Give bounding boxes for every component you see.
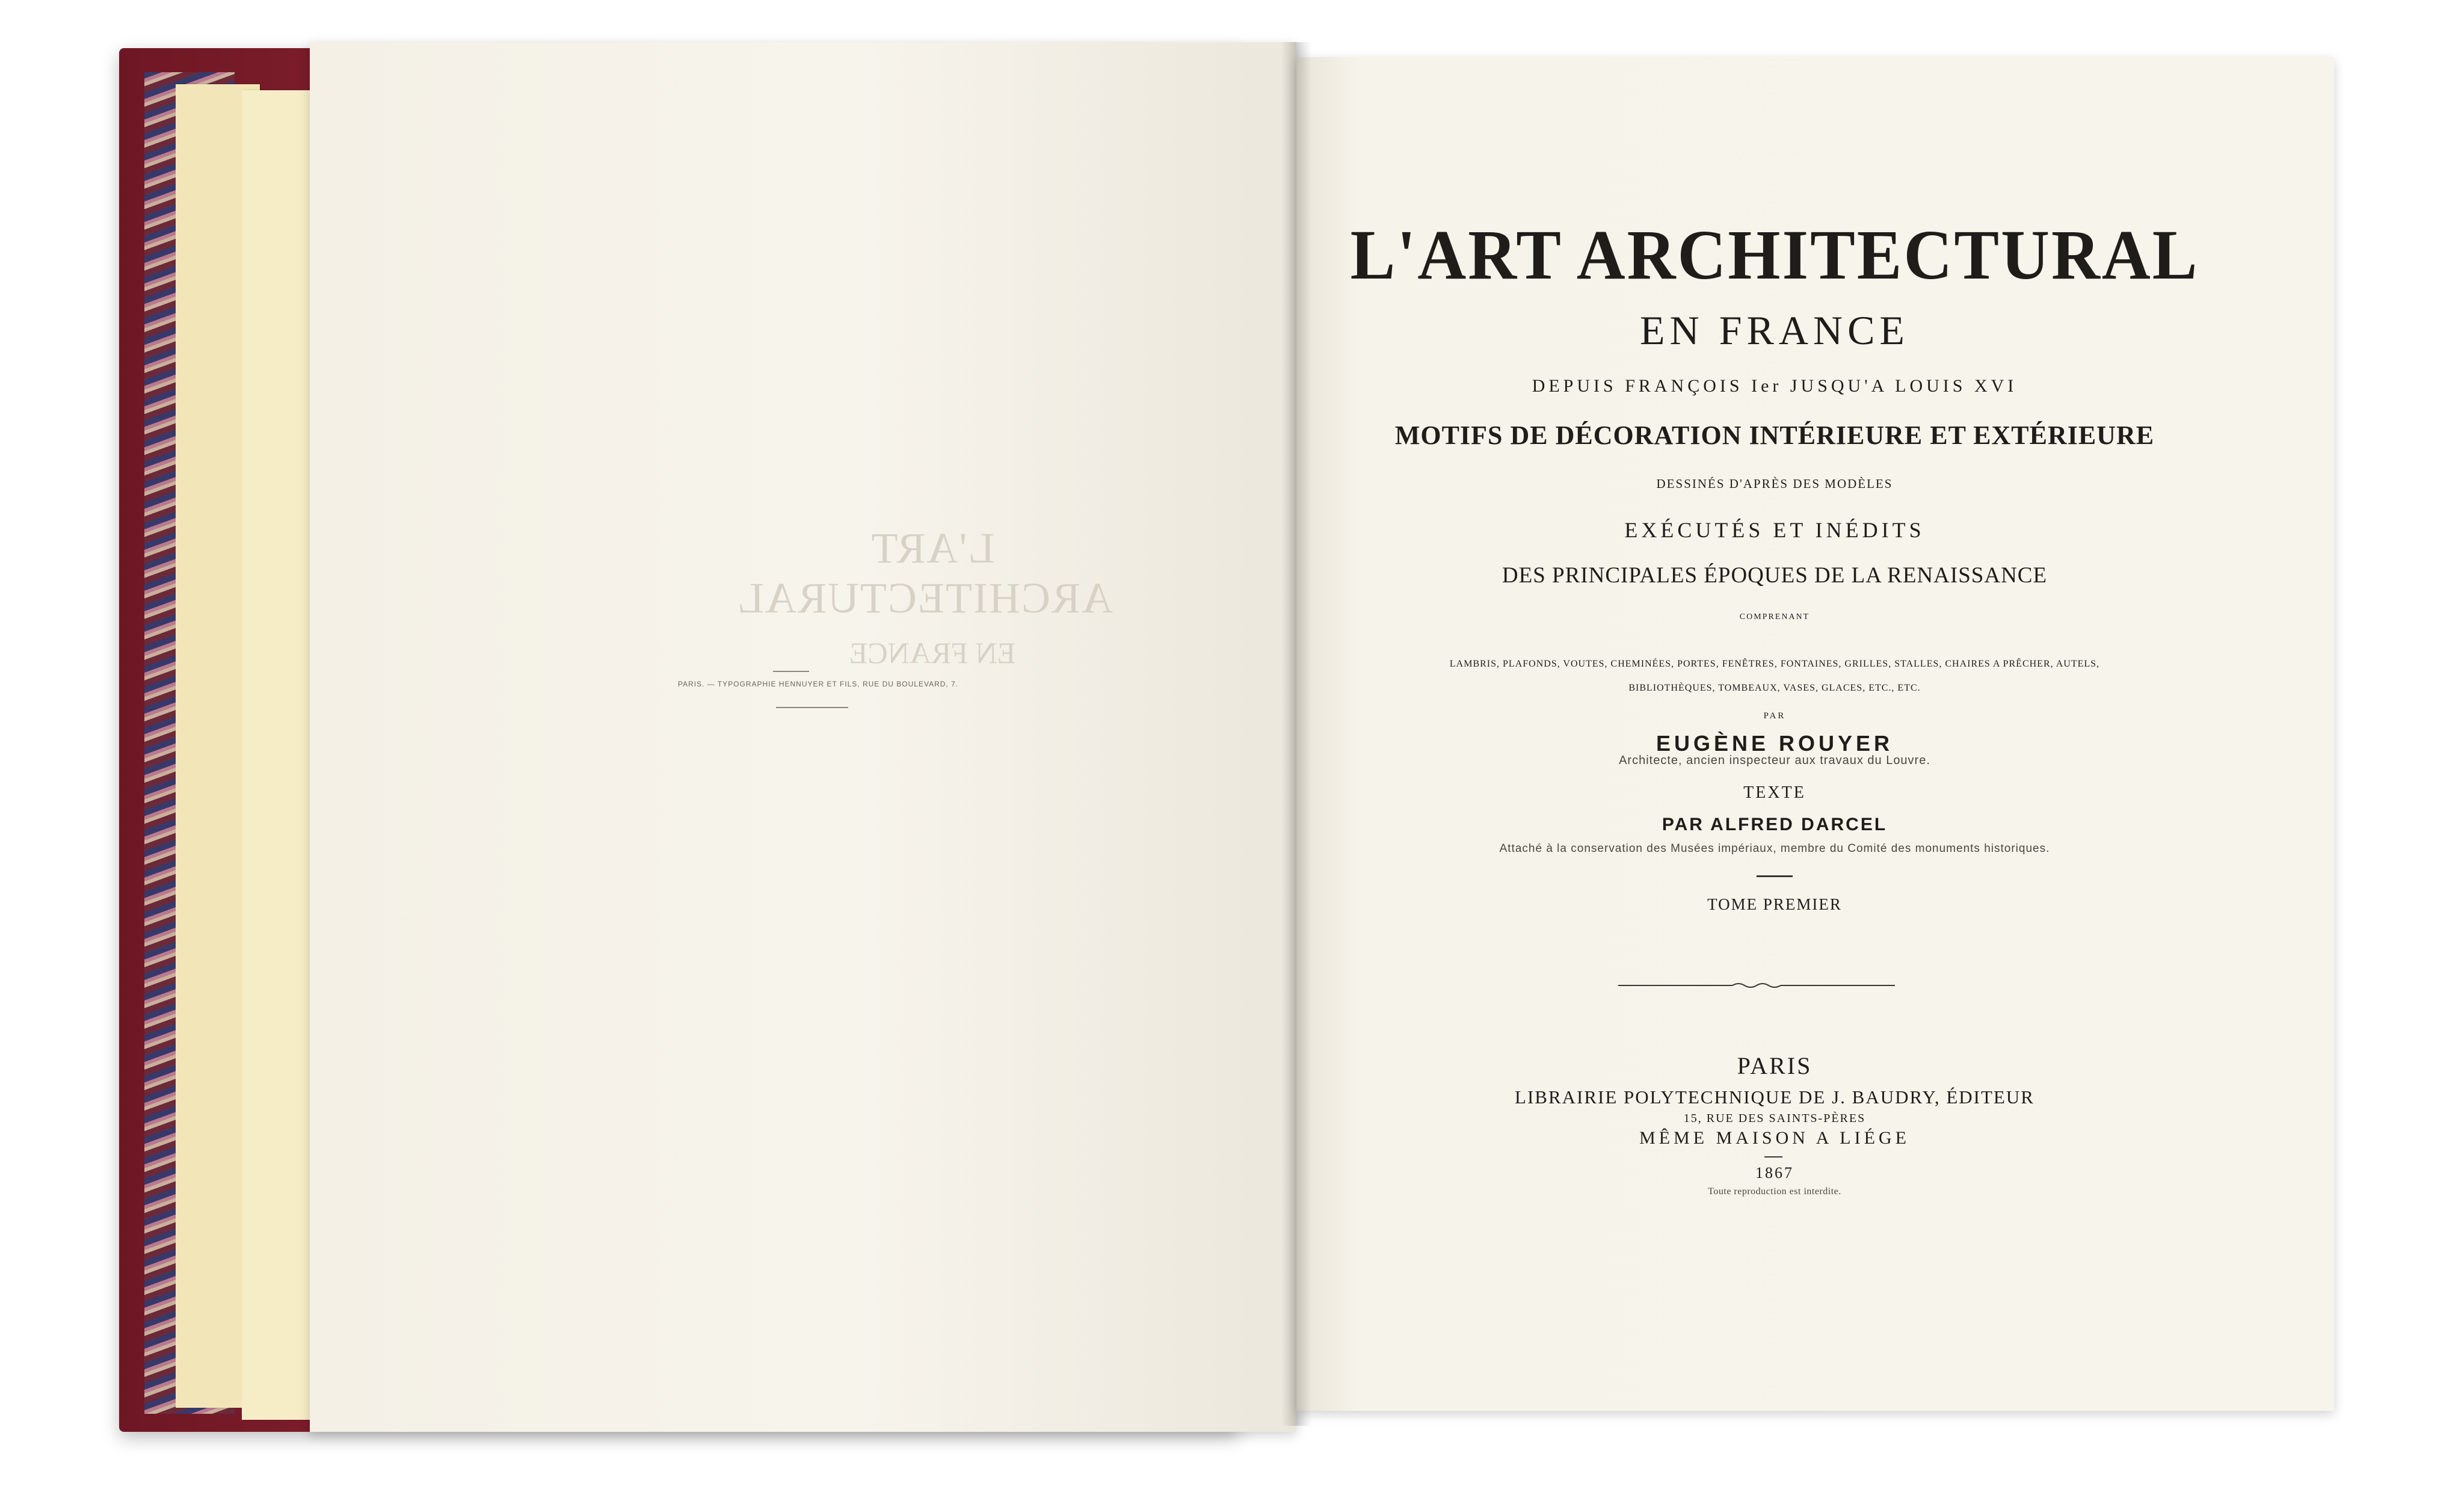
book-subtitle: EN FRANCE bbox=[1640, 307, 1909, 353]
separator-rule bbox=[1757, 875, 1793, 877]
text-label: TEXTE bbox=[1743, 783, 1806, 802]
executed-line: EXÉCUTÉS ET INÉDITS bbox=[1624, 518, 1925, 542]
volume-label: TOME PREMIER bbox=[1707, 895, 1842, 913]
author-name: EUGÈNE ROUYER bbox=[1656, 731, 1894, 756]
left-page bbox=[310, 42, 1296, 1432]
branch: MÊME MAISON A LIÉGE bbox=[1639, 1128, 1910, 1148]
publisher: LIBRAIRIE POLYTECHNIQUE DE J. BAUDRY, ÉDITEUR bbox=[1515, 1087, 2034, 1108]
comprising-line: COMPRENANT bbox=[1739, 612, 1810, 621]
show-through-subtitle: EN FRANCE bbox=[849, 636, 1016, 670]
show-through-title: L'ART ARCHITECTURAL bbox=[736, 524, 1113, 622]
period-line: DEPUIS FRANÇOIS Ier JUSQU'A LOUIS XVI bbox=[1532, 376, 2018, 396]
epochs-line: DES PRINCIPALES ÉPOQUES DE LA RENAISSANCE bbox=[1502, 563, 2048, 588]
imprint-rule bbox=[776, 707, 848, 708]
ornament-rule bbox=[1618, 981, 1895, 990]
drawn-after-line: DESSINÉS D'APRÈS DES MODÈLES bbox=[1656, 476, 1893, 491]
city: PARIS bbox=[1737, 1052, 1813, 1079]
text-author-role: Attaché à la conservation des Musées impériaux, membre du Comité des monuments historiques. bbox=[1499, 842, 2050, 855]
imprint-rule bbox=[773, 671, 809, 672]
items-list: LAMBRIS, PLAFONDS, VOUTES, CHEMINÉES, PORTES, FENÊTRES, FONTAINES, GRILLES, STALLES, CHAIRES A PRÊCHER, AUTELS, BIBLIOTHÈQUES, TOMBEAUX, VASES, GLACES, ETC., ETC. bbox=[1449, 659, 2100, 693]
book-gutter bbox=[1281, 42, 1311, 1426]
printer-imprint: PARIS. — TYPOGRAPHIE HENNUYER ET FILS, RUE DU BOULEVARD, 7. bbox=[677, 680, 959, 688]
show-through-text bbox=[736, 523, 1113, 670]
separator-rule bbox=[1764, 1156, 1782, 1158]
author-role: Architecte, ancien inspecteur aux travaux du Louvre. bbox=[1619, 754, 1930, 767]
address: 15, RUE DES SAINTS-PÈRES bbox=[1683, 1112, 1866, 1125]
rights-notice: Toute reproduction est interdite. bbox=[1708, 1186, 1841, 1197]
motifs-line: MOTIFS DE DÉCORATION INTÉRIEURE ET EXTÉRIEURE bbox=[1394, 421, 2155, 450]
by-line: PAR bbox=[1763, 711, 1786, 721]
year: 1867 bbox=[1755, 1164, 1794, 1182]
text-author: PAR ALFRED DARCEL bbox=[1662, 815, 1888, 834]
book-title: L'ART ARCHITECTURAL bbox=[1350, 215, 2199, 295]
